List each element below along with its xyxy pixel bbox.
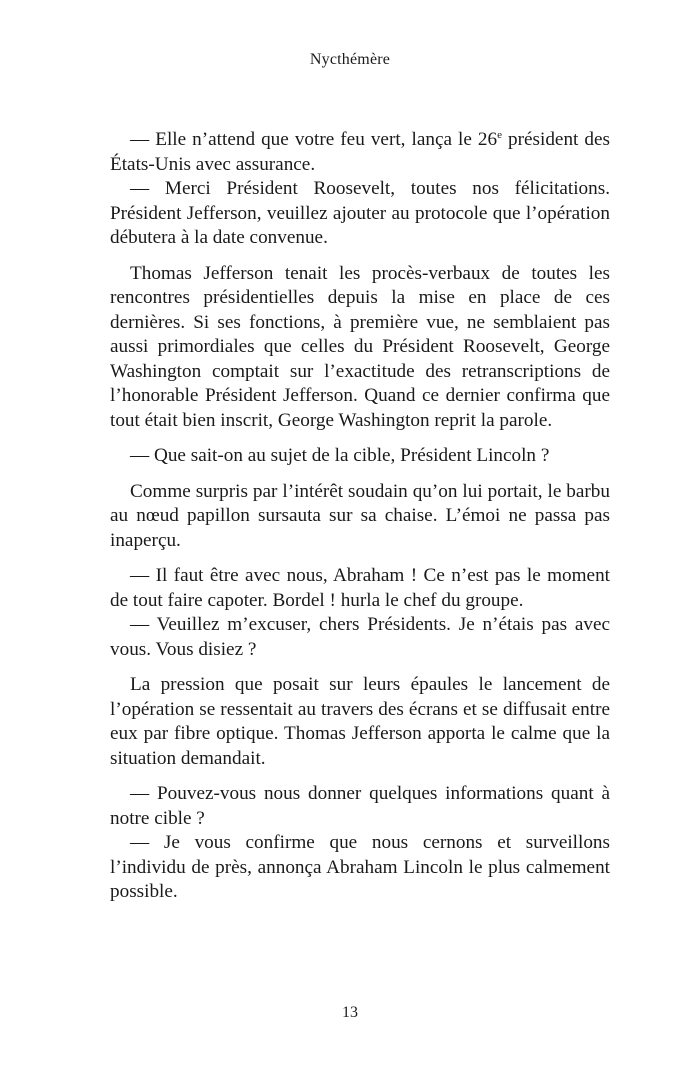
paragraph: — Elle n’attend que votre feu vert, lança le 26e président des États-Unis avec assurance. xyxy=(110,129,610,175)
paragraph: La pression que posait sur leurs épaules le lancement de l’opération se ressentait au travers des écrans et se diffusait entre eux par fibre optique. Thomas Jefferson apporta le calme que la situation demandait. xyxy=(110,674,610,769)
body-text xyxy=(110,128,610,905)
paragraph: — Il faut être avec nous, Abraham ! Ce n’est pas le moment de tout faire capoter. Bordel ! hurla le chef du groupe. xyxy=(110,565,610,611)
paragraph: — Que sait-on au sujet de la cible, Président Lincoln ? xyxy=(130,445,550,466)
paragraph: — Pouvez-vous nous donner quelques informations quant à notre cible ? xyxy=(110,783,610,829)
paragraph: — Veuillez m’excuser, chers Présidents. Je n’étais pas avec vous. Vous disiez ? xyxy=(110,614,610,660)
page-number: 13 xyxy=(342,1004,358,1021)
running-head: Nycthémère xyxy=(309,51,391,68)
paragraph: — Merci Président Roosevelt, toutes nos félicitations. Président Jefferson, veuillez ajouter au protocole que l’opération débutera à la date convenue. xyxy=(110,178,610,248)
paragraph: Comme surpris par l’intérêt soudain qu’on lui portait, le barbu au nœud papillon sursauta sur sa chaise. L’émoi ne passa pas inaperçu. xyxy=(110,480,610,551)
ordinal-superscript: e xyxy=(497,129,502,141)
paragraph: Thomas Jefferson tenait les procès-verbaux de toutes les rencontres présidentielles depuis la mise en place de ces dernières. Si ses fonctions, à première vue, ne semblaient pas aussi primordiales que celles du Président Roosevelt, George Washington comptait sur l’exactitude des retranscriptions de l’honorable Président Jefferson. Quand ce dernier confirma que tout était bien inscrit, George Washington reprit la parole. xyxy=(110,262,610,431)
paragraph: — Je vous confirme que nous cernons et surveillons l’individu de près, annonça Abraham Lincoln le plus calmement possible. xyxy=(110,832,610,902)
